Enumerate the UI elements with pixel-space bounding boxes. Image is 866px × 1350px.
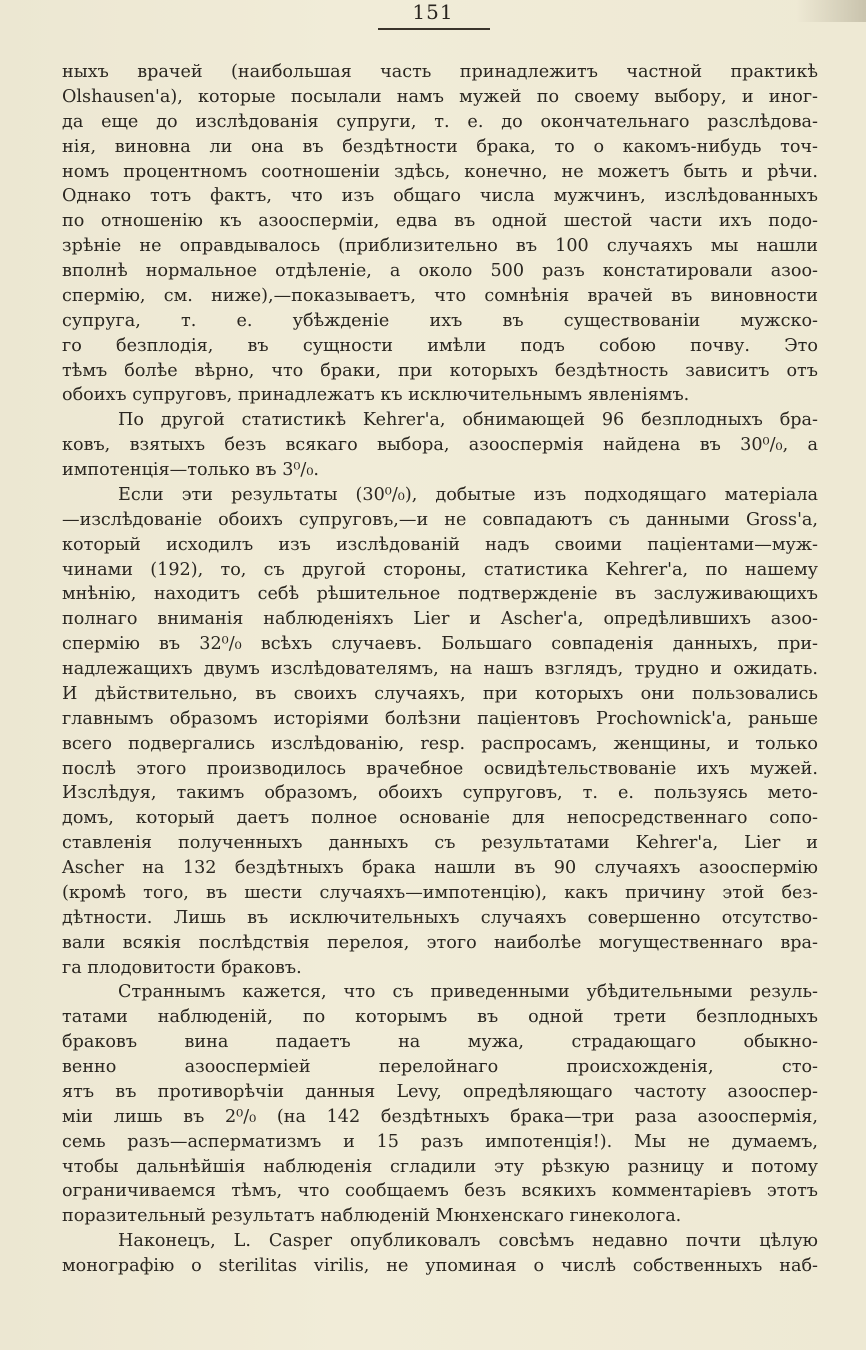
text-line: который исходилъ изъ изслѣдованій надъ своими пацiентами—муж- — [62, 534, 818, 555]
text-line: ковъ, взятыхъ безъ всякаго выбора, азооспермія найдена въ 30⁰/₀, а — [62, 435, 818, 456]
text-line: Ascher на 132 бездѣтныхъ брака нашли въ 90 случаяхъ азооспермію — [62, 858, 818, 878]
text-line: спермію, см. ниже),—показываетъ, что сомнѣнія врачей въ виновности — [62, 285, 818, 306]
text-line: Наконецъ, L. Casper опубликовалъ совсѣмъ недавно почти цѣлую — [118, 1231, 818, 1252]
text-line: всего подвергались изслѣдованію, resp. распросамъ, женщины, и только — [62, 733, 818, 754]
text-line: главнымъ образомъ исторіями болѣзни пацiентовъ Prochownick'а, раньше — [62, 708, 818, 729]
header-rule — [378, 28, 490, 30]
text-line: зрѣніе не оправдывалось (приблизительно въ 100 случаяхъ мы нашли — [62, 236, 818, 257]
text-line: полнаго вниманія наблюденіяхъ Lier и Ascher'а, опредѣлившихъ азоо- — [62, 609, 818, 630]
text-line: чинами (192), то, съ другой стороны, статистика Kehrer'а, по нашему — [62, 559, 818, 580]
text-line: ограничиваемся тѣмъ, что сообщаемъ безъ всякихъ комментаріевъ этотъ — [62, 1181, 818, 1202]
text-line: дѣтности. Лишь въ исключительныхъ случаяхъ совершенно отсутство- — [62, 907, 818, 928]
text-line: Страннымъ кажется, что съ приведенными убѣдительными резуль- — [118, 982, 818, 1003]
text-line: (кромѣ того, въ шести случаяхъ—импотенцію), какъ причину этой без- — [62, 882, 818, 903]
text-line: обоихъ супруговъ, принадлежатъ къ исключительнымъ явленіямъ. — [62, 385, 690, 406]
text-line: Однако тотъ фактъ, что изъ общаго числа мужчинъ, изслѣдованныхъ — [62, 186, 818, 207]
text-line: спермію въ 32⁰/₀ всѣхъ случаевъ. Большаго совпаденія данныхъ, при- — [62, 634, 818, 655]
text-line: татами наблюденій, по которымъ въ одной трети безплодныхъ — [62, 1007, 818, 1028]
text-line: монографію о sterilitas virilis, не упоминая о числѣ собственныхъ наб- — [62, 1256, 818, 1276]
text-line: номъ процентномъ соотношеніи здѣсь, конечно, не можетъ быть и рѣчи. — [62, 161, 818, 182]
text-line: Изслѣдуя, такимъ образомъ, обоихъ супруговъ, т. е. пользуясь мето- — [62, 783, 818, 804]
text-line: поразительный результатъ наблюденій Мюнхенскаго гинеколога. — [62, 1206, 682, 1227]
text-line: міи лишь въ 2⁰/₀ (на 142 бездѣтныхъ брака—три раза азооспермія, — [62, 1106, 818, 1127]
text-line: Если эти результаты (30⁰/₀), добытые изъ подходящаго матеріала — [118, 484, 818, 505]
text-line: И дѣйствительно, въ своихъ случаяхъ, при которыхъ они пользовались — [62, 683, 818, 704]
text-line: мнѣнію, находитъ себѣ рѣшительное подтвержденіе въ заслуживающихъ — [62, 584, 818, 605]
text-line: тѣмъ болѣе вѣрно, что браки, при которыхъ бездѣтность зависитъ отъ — [62, 360, 818, 381]
text-line: По другой статистикѣ Kehrer'а, обнимающей 96 безплодныхъ бра- — [118, 410, 818, 431]
text-line: га плодовитости браковъ. — [62, 957, 302, 978]
text-line: семь разъ—аспермaтизмъ и 15 разъ импотенція!). Мы не думаемъ, — [62, 1131, 818, 1152]
text-line: вполнѣ нормальное отдѣленіе, а около 500 разъ констатировали азоо- — [62, 261, 818, 281]
text-line: послѣ этого производилось врачебное освидѣтельствованіе ихъ мужей. — [62, 758, 818, 779]
text-line: ныхъ врачей (наибольшая часть принадлежитъ частной практикѣ — [62, 62, 818, 82]
page-header — [0, 0, 866, 34]
text-line: импотенція—только въ 3⁰/₀. — [62, 460, 320, 480]
text-line: ятъ въ противорѣчіи данныя Levy, опредѣляющаго частоту азооспер- — [62, 1081, 818, 1102]
text-line: по отношенію къ азооспермiи, едва въ одной шестой части ихъ подо- — [62, 211, 818, 232]
text-line: —изслѣдованіе обоихъ супруговъ,—и не совпадаютъ съ данными Gross'а, — [62, 509, 818, 530]
text-line: браковъ вина падаетъ на мужа, страдающаго обыкно- — [62, 1032, 818, 1053]
text-line: ставленія полученныхъ данныхъ съ результатами Kehrer'а, Lier и — [62, 833, 818, 854]
text-line: чтобы дальнѣйшія наблюденія сгладили эту рѣзкую разницу и потому — [62, 1156, 818, 1177]
text-line: Olshausen'а), которые посылали намъ мужей по своему выбору, и иног- — [62, 86, 818, 107]
text-line: надлежащихъ двумъ изслѣдователямъ, на нашъ взглядъ, трудно и ожидать. — [62, 659, 818, 679]
text-line: домъ, который даетъ полное основаніе для непосредственнаго сопо- — [62, 808, 818, 829]
body-text — [62, 60, 818, 1279]
text-line: супруга, т. е. убѣжденіе ихъ въ существованіи мужско- — [62, 310, 818, 331]
page-number: 151 — [412, 0, 454, 24]
text-line: да еще до изслѣдованія супруги, т. е. до окончательнаго разслѣдова- — [62, 111, 818, 132]
text-line: венно азооспермiей перелойнаго происхожденія, сто- — [62, 1057, 818, 1077]
text-line: го безплодія, въ сущности имѣли подъ собою почву. Это — [62, 335, 818, 356]
text-line: нія, виновна ли она въ бездѣтности брака, то о какомъ-нибудь точ- — [62, 136, 818, 157]
text-line: вали всякія послѣдствія перелоя, этого наиболѣе могущественнаго вра- — [62, 932, 818, 953]
